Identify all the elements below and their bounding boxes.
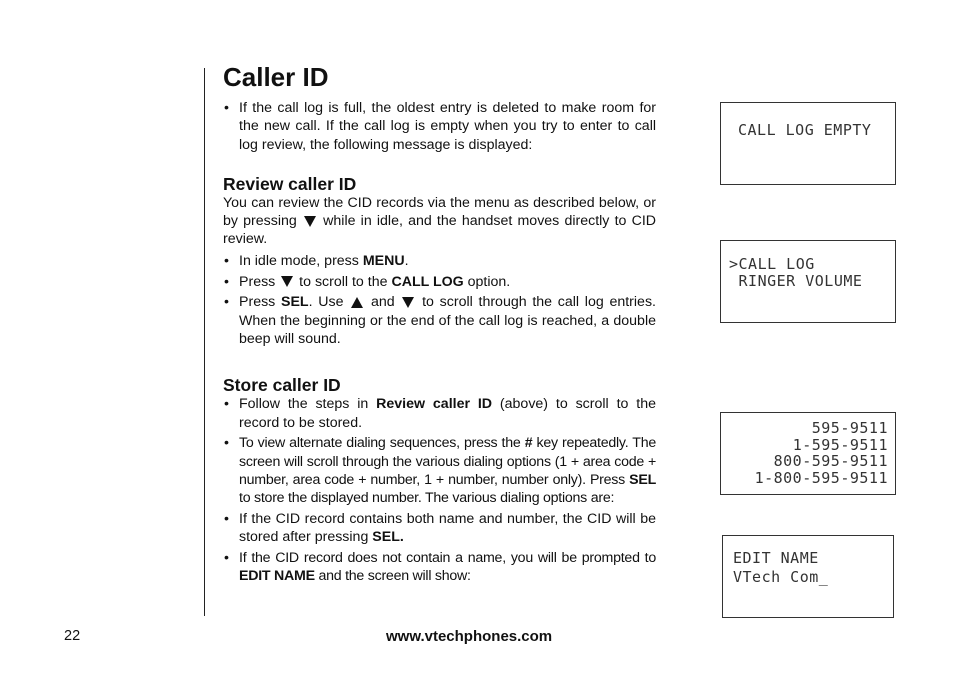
- vertical-rule: [204, 68, 205, 616]
- list-item: • If the CID record does not contain a name, you will be prompted to EDIT NAME and the screen will show:: [223, 549, 656, 586]
- list-item: • Press to scroll to the CALL LOG option.: [223, 273, 656, 291]
- section-heading-store: Store caller ID: [223, 375, 341, 396]
- list-item: • Follow the steps in Review caller ID (above) to scroll to the record to be stored.: [223, 395, 656, 432]
- intro-list: [223, 99, 656, 154]
- down-arrow-icon: [281, 276, 293, 287]
- list-item: • Press SEL. Use and to scroll through the call log entries. When the beginning or the end of the call log is reached, a double beep will sound.: [223, 293, 656, 348]
- down-arrow-icon: [304, 216, 316, 227]
- lcd-screen-call-log-empty: CALL LOG EMPTY: [720, 102, 896, 185]
- list-item: • If the call log is full, the oldest entry is deleted to make room for the new call. If the call log is empty when you try to enter to call log review, the following message is displayed:: [223, 99, 656, 154]
- review-paragraph: You can review the CID records via the menu as described below, or by pressing while in idle, and the handset moves directly to CID review.: [223, 194, 657, 248]
- lcd-screen-numbers: 595-9511 1-595-9511 800-595-9511 1-800-595-9511: [720, 412, 896, 495]
- list-item: • To view alternate dialing sequences, press the # key repeatedly. The screen will scroll through the various dialing options (1 + area code + number, area code + number, 1 + number, number only). Press SEL to store the displayed number. The various dialing options are:: [223, 434, 656, 507]
- page-number: 22: [64, 628, 81, 644]
- up-arrow-icon: [351, 297, 363, 308]
- down-arrow-icon: [402, 297, 414, 308]
- store-list: [223, 395, 656, 585]
- lcd-screen-menu: >CALL LOG RINGER VOLUME: [720, 240, 896, 323]
- lcd-screen-edit-name: EDIT NAME VTech Com_: [722, 535, 894, 618]
- review-list: [223, 252, 656, 348]
- section-heading-review: Review caller ID: [223, 173, 357, 194]
- footer-url: www.vtechphones.com: [386, 628, 553, 645]
- list-item: • In idle mode, press MENU.: [223, 252, 656, 270]
- page-title: Caller ID: [223, 62, 329, 92]
- main-column: [223, 60, 656, 588]
- list-item: • If the CID record contains both name and number, the CID will be stored after pressing SEL.: [223, 510, 656, 547]
